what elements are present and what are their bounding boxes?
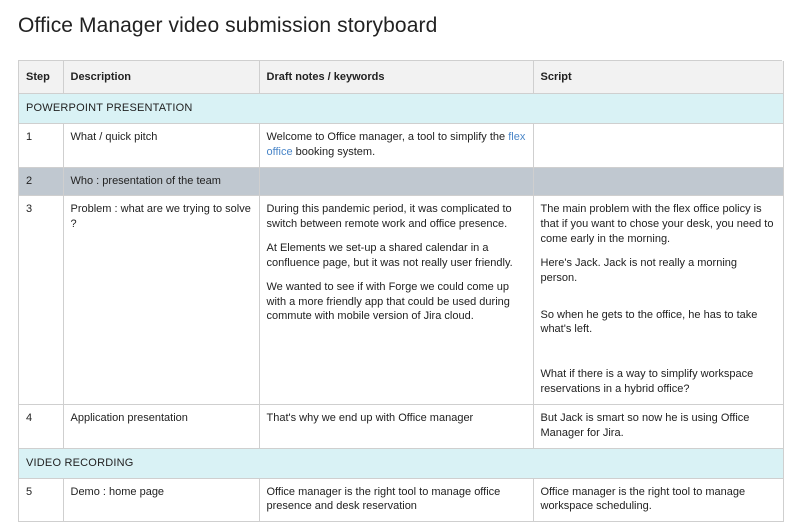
column-header-script: Script bbox=[533, 61, 783, 94]
cell-step: 2 bbox=[19, 167, 63, 196]
cell-step: 4 bbox=[19, 404, 63, 448]
storyboard-table bbox=[19, 61, 784, 522]
table-row bbox=[19, 167, 783, 196]
cell-script bbox=[533, 167, 783, 196]
notes-text-post: booking system. bbox=[292, 145, 376, 158]
cell-notes: Office manager is the right tool to manage office presence and desk reservation bbox=[259, 478, 533, 522]
cell-script: But Jack is smart so now he is using Office Manager for Jira. bbox=[533, 404, 783, 448]
cell-script bbox=[533, 196, 783, 405]
section-label: VIDEO RECORDING bbox=[19, 448, 783, 478]
cell-script: Office manager is the right tool to manage workspace scheduling. bbox=[533, 478, 783, 522]
script-paragraph: What if there is a way to simplify workspace reservations in a hybrid office? bbox=[540, 368, 754, 396]
cell-description: Application presentation bbox=[63, 404, 259, 448]
notes-paragraph: We wanted to see if with Forge we could come up with a more friendly app that could be used during commute with mobile version of Jira cloud. bbox=[266, 280, 510, 323]
cell-notes bbox=[259, 167, 533, 196]
cell-notes bbox=[259, 123, 533, 167]
cell-description: What / quick pitch bbox=[63, 123, 259, 167]
column-header-step: Step bbox=[19, 61, 63, 94]
cell-notes bbox=[259, 196, 533, 405]
cell-script bbox=[533, 123, 783, 167]
notes-paragraph: At Elements we set-up a shared calendar in a confluence page, but it was not really user friendly. bbox=[266, 242, 513, 269]
cell-step: 1 bbox=[19, 123, 63, 167]
notes-paragraph: During this pandemic period, it was complicated to switch between remote work and office presence. bbox=[266, 203, 512, 231]
section-label: POWERPOINT PRESENTATION bbox=[19, 94, 783, 124]
cell-description: Who : presentation of the team bbox=[63, 167, 259, 196]
table-row bbox=[19, 196, 783, 405]
cell-description: Problem : what are we trying to solve ? bbox=[63, 196, 259, 405]
section-row-video-recording bbox=[19, 448, 783, 478]
table-row bbox=[19, 478, 783, 522]
notes-text-pre: Welcome to Office manager, a tool to simplify the bbox=[266, 130, 509, 143]
section-row-powerpoint bbox=[19, 94, 783, 124]
script-paragraph: So when he gets to the office, he has to take what's left. bbox=[540, 308, 758, 336]
table-header-row bbox=[19, 61, 783, 94]
cell-notes: That's why we end up with Office manager bbox=[259, 404, 533, 448]
table-row bbox=[19, 404, 783, 448]
storyboard-table-container bbox=[18, 60, 782, 522]
cell-step: 3 bbox=[19, 196, 63, 405]
cell-step: 5 bbox=[19, 478, 63, 522]
table-row bbox=[19, 123, 783, 167]
page-title: Office Manager video submission storyboard bbox=[18, 14, 438, 37]
column-header-notes: Draft notes / keywords bbox=[259, 61, 533, 94]
script-paragraph: Here's Jack. Jack is not really a morning person. bbox=[540, 256, 738, 284]
column-header-description: Description bbox=[63, 61, 259, 94]
cell-description: Demo : home page bbox=[63, 478, 259, 522]
flex-office-link[interactable]: flex office bbox=[266, 130, 526, 158]
script-paragraph: The main problem with the flex office policy is that if you want to chose your desk, you need to come early in the morning. bbox=[540, 203, 774, 246]
